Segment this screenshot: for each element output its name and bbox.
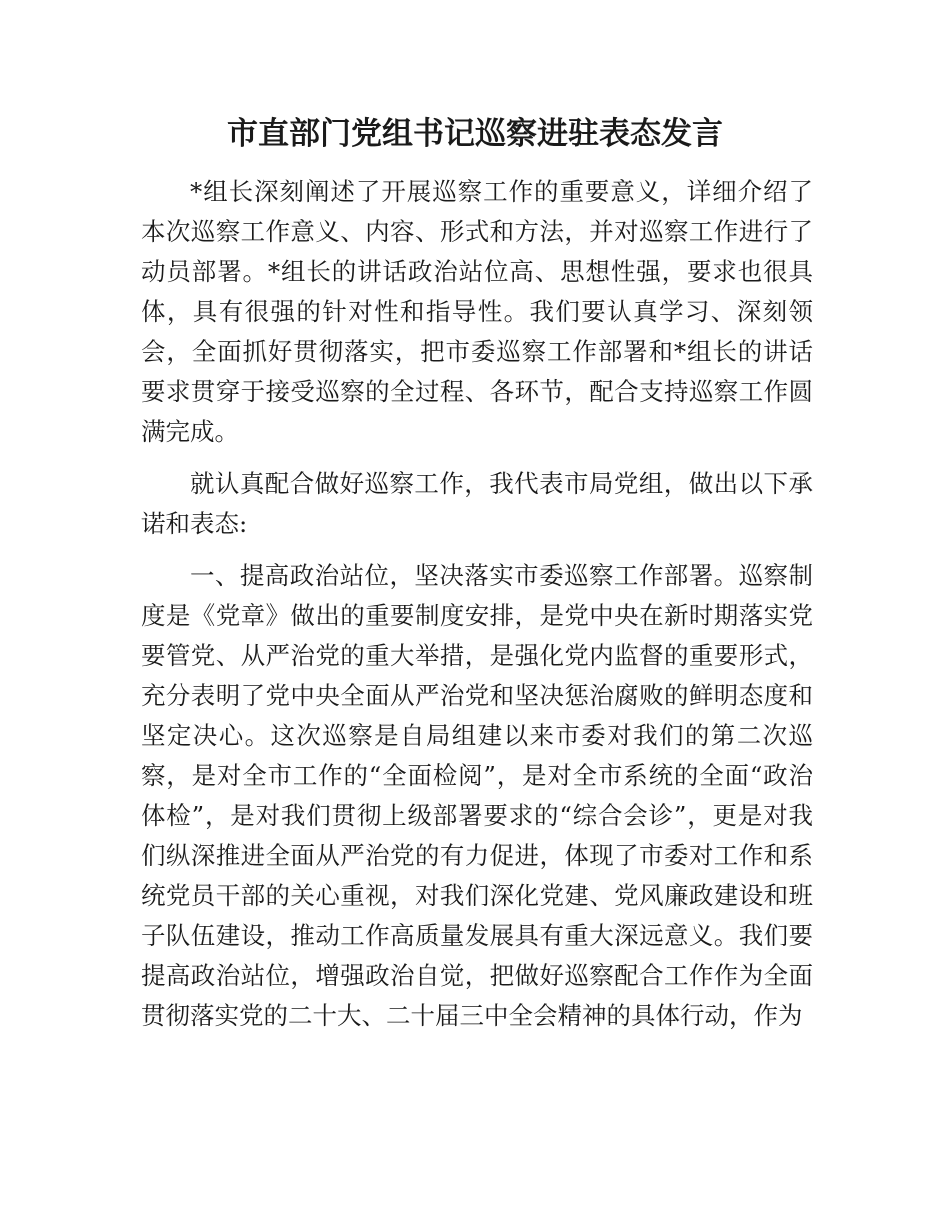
paragraph-commitment-intro: 就认真配合做好巡察工作，我代表市局党组，做出以下承诺和表态:	[141, 469, 813, 538]
paragraph-spacer	[141, 452, 813, 464]
paragraph-opening: *组长深刻阐述了开展巡察工作的重要意义，详细介绍了本次巡察工作意义、内容、形式和方法，并对巡察工作进行了动员部署。*组长的讲话政治站位高、思想性强，要求也很具体，具有很强的针对性和指导性。我们要认真学习、深刻领会，全面抓好贯彻落实，把市委巡察工作部署和*组长的讲话要求贯穿于接受巡察的全过程、各环节，配合支持巡察工作圆满完成。	[141, 177, 813, 446]
document-body	[141, 172, 813, 1036]
document-title: 市直部门党组书记巡察进驻表态发言	[227, 116, 723, 152]
paragraph-point-one: 一、提高政治站位，坚决落实市委巡察工作部署。巡察制度是《党章》做出的重要制度安排，是党中央在新时期落实党要管党、从严治党的重大举措，是强化党内监督的重要形式，充分表明了党中央全面从严治党和坚决惩治腐败的鲜明态度和坚定决心。这次巡察是自局组建以来市委对我们的第二次巡察，是对全市工作的“全面检阅”，是对全市系统的全面“政治体检”，是对我们贯彻上级部署要求的“综合会诊”，更是对我们纵深推进全面从严治党的有力促进，体现了市委对工作和系统党员干部的关心重视，对我们深化党建、党风廉政建设和班子队伍建设，推动工作高质量发展具有重大深远意义。我们要提高政治站位，增强政治自觉，把做好巡察配合工作作为全面贯彻落实党的二十大、二十届三中全会精神的具体行动，作为	[141, 561, 813, 1030]
paragraph-spacer	[141, 544, 813, 556]
